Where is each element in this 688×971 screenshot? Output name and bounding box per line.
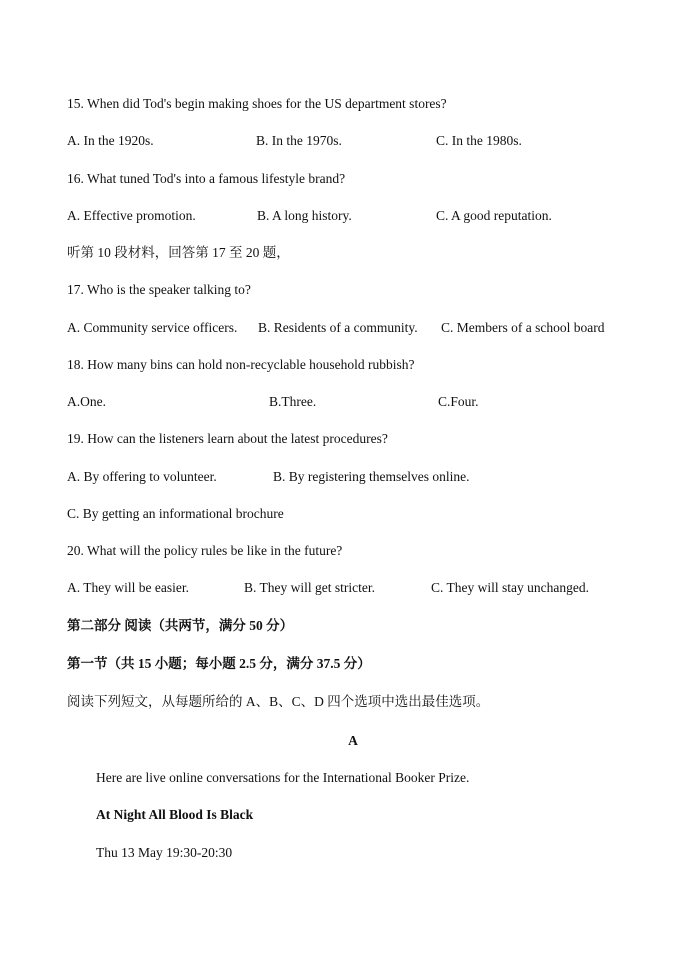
option-17c: C. Members of a school board (441, 320, 605, 335)
option-16a: A. Effective promotion. (67, 208, 196, 223)
option-17a: A. Community service officers. (67, 320, 238, 335)
passage-intro: Here are live online conversations for the International Booker Prize. (96, 770, 470, 785)
event-datetime: Thu 13 May 19:30-20:30 (96, 845, 233, 860)
section1-heading: 第一节（共 15 小题；每小题 2.5 分，满分 37.5 分） (67, 656, 371, 671)
option-19c: C. By getting an informational brochure (67, 506, 284, 521)
question-16: 16. What tuned Tod's into a famous lifestyle brand? (67, 171, 346, 186)
option-18c: C.Four. (438, 394, 479, 409)
option-17b: B. Residents of a community. (258, 320, 418, 335)
reading-instruction: 阅读下列短文，从每题所给的 A、B、C、D 四个选项中选出最佳选项。 (67, 694, 490, 709)
passage-label: A (348, 733, 358, 748)
option-15b: B. In the 1970s. (256, 133, 342, 148)
option-19a: A. By offering to volunteer. (67, 469, 217, 484)
option-20a: A. They will be easier. (67, 580, 189, 595)
part2-heading: 第二部分 阅读（共两节，满分 50 分） (67, 618, 294, 633)
option-20b: B. They will get stricter. (244, 580, 375, 595)
option-16c: C. A good reputation. (436, 208, 552, 223)
option-15a: A. In the 1920s. (67, 133, 154, 148)
option-15c: C. In the 1980s. (436, 133, 522, 148)
question-15: 15. When did Tod's begin making shoes for the US department stores? (67, 96, 447, 111)
option-19b: B. By registering themselves online. (273, 469, 470, 484)
option-18b: B.Three. (269, 394, 317, 409)
section-instruction: 听第 10 段材料，回答第 17 至 20 题， (67, 245, 290, 260)
question-17: 17. Who is the speaker talking to? (67, 282, 251, 297)
option-18a: A.One. (67, 394, 106, 409)
option-16b: B. A long history. (257, 208, 352, 223)
question-18: 18. How many bins can hold non-recyclable household rubbish? (67, 357, 415, 372)
option-20c: C. They will stay unchanged. (431, 580, 589, 595)
question-19: 19. How can the listeners learn about the latest procedures? (67, 431, 388, 446)
question-20: 20. What will the policy rules be like in the future? (67, 543, 343, 558)
book-title: At Night All Blood Is Black (96, 807, 254, 822)
